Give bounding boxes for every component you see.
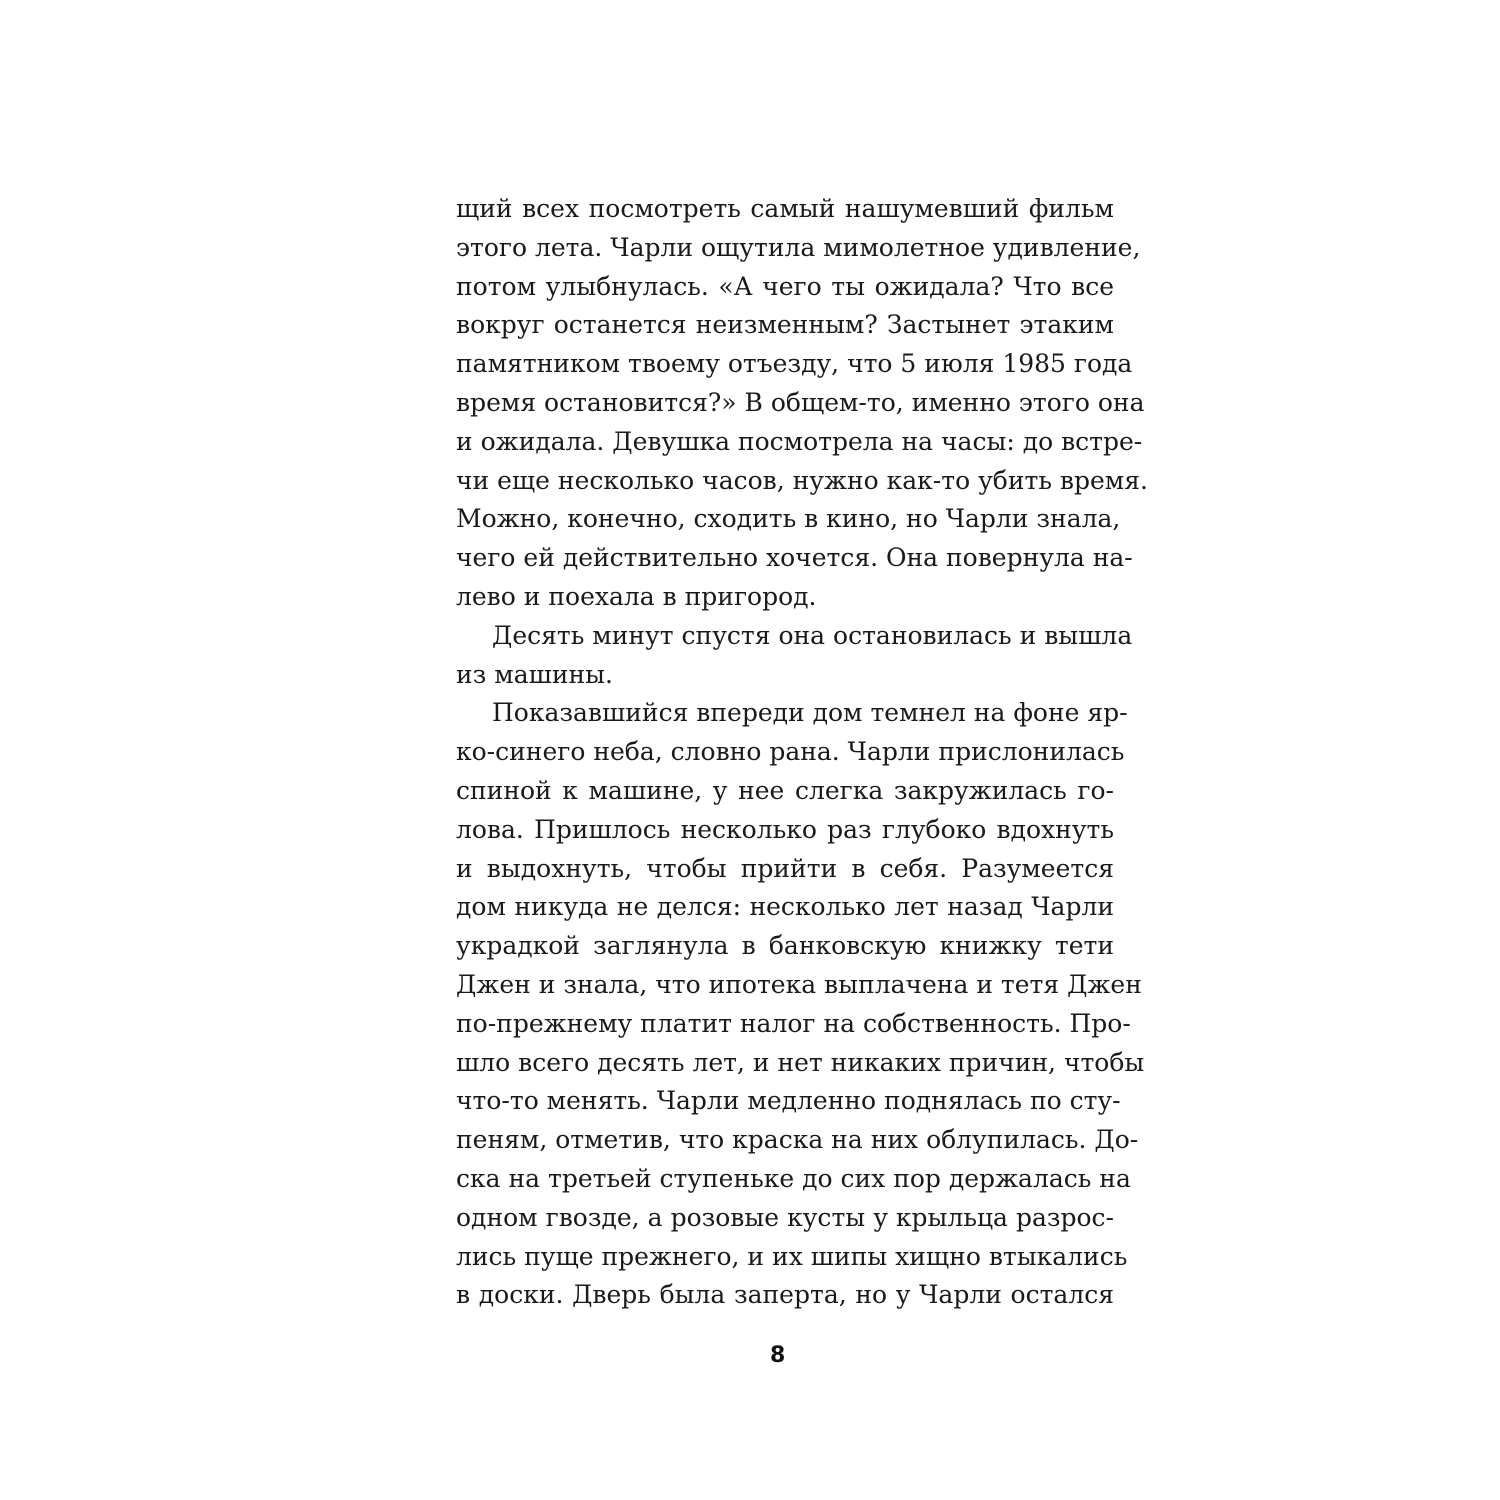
text-line: вокруг останется неизменным? Застынет этаким [456, 310, 1114, 340]
text-line: лова. Пришлось несколько раз глубоко вдохнуть [456, 814, 1114, 844]
page-body-text [456, 190, 1148, 1315]
text-line: пеням, отметив, что краска на них облупилась. До- [456, 1125, 1139, 1155]
text-line: Можно, конечно, сходить в кино, но Чарли знала, [456, 504, 1121, 534]
page-number: 8 [770, 1343, 786, 1368]
text-line: этого лета. Чарли ощутила мимолетное удивление, [456, 232, 1141, 262]
text-line: по-прежнему платит налог на собственность. Про- [456, 1008, 1131, 1038]
text-line: ко-синего неба, словно рана. Чарли прислонилась [456, 737, 1125, 767]
text-line: и выдохнуть, чтобы прийти в себя. Разумеется [456, 853, 1114, 883]
text-line: украдкой заглянула в банковскую книжку тети [456, 931, 1114, 961]
text-line: дом никуда не делся: несколько лет назад Чарли [456, 892, 1114, 922]
text-line: щий всех посмотреть самый нашумевший фильм [456, 194, 1114, 223]
text-line: шло всего десять лет, и нет никаких причин, чтобы [456, 1047, 1145, 1077]
text-line: что-то менять. Чарли медленно поднялась по сту- [456, 1086, 1121, 1116]
text-line: Джен и знала, что ипотека выплачена и тетя Джен [456, 969, 1142, 999]
text-line: Показавшийся впереди дом темнел на фоне яр- [492, 698, 1128, 728]
text-line: одном гвозде, а розовые кусты у крыльца разрос- [456, 1202, 1114, 1232]
text-line: из машины. [456, 659, 614, 689]
text-line: в доски. Дверь была заперта, но у Чарли остался [456, 1280, 1114, 1310]
text-line: лись пуще прежнего, и их шипы хищно втыкались [456, 1241, 1128, 1271]
text-line: памятником твоему отъезду, что 5 июля 1985 года [456, 349, 1133, 379]
text-line: чего ей действительно хочется. Она повернула на- [456, 543, 1133, 573]
text-line: ска на третьей ступеньке до сих пор держалась на [456, 1163, 1131, 1193]
text-line: лево и поехала в пригород. [456, 581, 817, 611]
text-line: время остановится?» В общем-то, именно этого она [456, 387, 1145, 417]
text-line: спиной к машине, у нее слегка закружилась го- [456, 775, 1114, 805]
text-line: чи еще несколько часов, нужно как-то убить время. [456, 465, 1148, 495]
text-line: потом улыбнулась. «А чего ты ожидала? Что все [456, 271, 1114, 301]
text-line: Десять минут спустя она остановилась и вышла [492, 620, 1133, 650]
text-line: и ожидала. Девушка посмотрела на часы: до встре- [456, 426, 1143, 456]
